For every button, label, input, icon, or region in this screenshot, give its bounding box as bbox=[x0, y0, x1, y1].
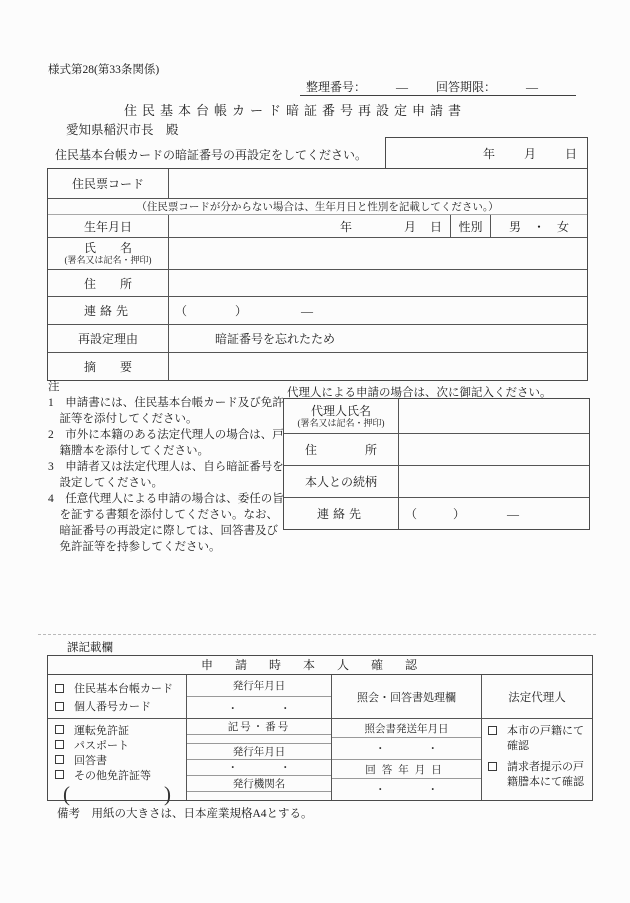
table-row bbox=[48, 352, 587, 380]
table-row bbox=[284, 497, 589, 529]
check-label: パスポート bbox=[74, 739, 129, 752]
applicant-table bbox=[47, 168, 588, 381]
birth-date-label: 生年月日 bbox=[48, 215, 169, 237]
note-item: 4 任意代理人による申請の場合は、委任の旨を証する書類を添付してください。なお、暗証番号の再設定に際しては、回答書及び免許証等を持参してください。 bbox=[48, 493, 284, 553]
table-row bbox=[48, 169, 587, 198]
table-row bbox=[48, 324, 587, 352]
agent-contact-field[interactable]: （ ） — bbox=[405, 507, 520, 521]
issue-info-column bbox=[187, 675, 332, 800]
date-day-label: 日 bbox=[564, 146, 577, 161]
reply-date-field[interactable]: ・ ・ bbox=[375, 785, 438, 796]
checkbox-icon[interactable] bbox=[55, 740, 64, 749]
remark-note: 備考 用紙の大きさは、日本産業規格A4とする。 bbox=[57, 808, 313, 820]
check-label: 個人番号カード bbox=[74, 701, 151, 713]
agent-name-sub-label: (署名又は記名・押印) bbox=[297, 417, 385, 428]
table-row bbox=[48, 269, 587, 296]
ref-line bbox=[300, 78, 576, 96]
agent-relation-field[interactable] bbox=[399, 466, 589, 497]
note-item: 2 市外に本籍のある法定代理人の場合は、戸籍謄本を添付してください。 bbox=[48, 429, 284, 457]
other-license-field[interactable] bbox=[48, 782, 186, 807]
birth-day-label: 日 bbox=[429, 219, 442, 234]
table-row bbox=[284, 465, 589, 497]
check-juki-card[interactable] bbox=[48, 679, 186, 697]
office-section-label: 課記載欄 bbox=[67, 642, 113, 654]
note-item: 1 申請書には、住民基本台帳カード及び免許証等を添付してください。 bbox=[48, 397, 284, 425]
paren-close: ) bbox=[164, 782, 171, 806]
birth-month-label: 月 bbox=[403, 219, 416, 234]
resident-code-hint: （住民票コードが分からない場合は、生年月日と性別を記載してください。） bbox=[136, 202, 499, 213]
agent-table bbox=[283, 398, 590, 530]
inquiry-sent-date-label: 照会書発送年月日 bbox=[332, 719, 481, 738]
check-passport[interactable] bbox=[48, 737, 186, 752]
checkbox-icon[interactable] bbox=[55, 725, 64, 734]
symbol-number-field[interactable] bbox=[187, 735, 331, 744]
agent-heading: 代理人による申請の場合は、次に御記入ください。 bbox=[287, 387, 552, 399]
symbol-number-label: 記号・番号 bbox=[187, 719, 331, 735]
check-city-registry[interactable] bbox=[488, 724, 588, 753]
agent-address-field[interactable] bbox=[399, 434, 589, 465]
check-label: 運転免許証 bbox=[74, 724, 129, 737]
reply-deadline-value: — bbox=[526, 80, 539, 94]
table-row bbox=[284, 433, 589, 465]
checkbox-icon[interactable] bbox=[55, 684, 64, 693]
check-label: その他免許証等 bbox=[74, 769, 151, 782]
inquiry-process-header: 照会・回答書処理欄 bbox=[332, 675, 481, 719]
check-label: 本市の戸籍にて確認 bbox=[507, 725, 584, 752]
note-item: 3 申請者又は法定代理人は、自ら暗証番号を設定してください。 bbox=[48, 461, 284, 489]
issue-date-field[interactable]: ・ ・ bbox=[187, 760, 331, 776]
birth-year-label: 年 bbox=[339, 219, 352, 234]
reason-label: 再設定理由 bbox=[48, 325, 169, 352]
issue-date-label: 発行年月日 bbox=[187, 744, 331, 760]
check-label: 回答書 bbox=[74, 754, 107, 767]
resident-code-field[interactable] bbox=[169, 169, 587, 198]
check-reply-document[interactable] bbox=[48, 752, 186, 767]
check-mynumber-card[interactable] bbox=[48, 697, 186, 715]
inquiry-column bbox=[332, 675, 482, 800]
id-doc-column bbox=[48, 675, 187, 806]
check-label: 住民基本台帳カード bbox=[74, 683, 173, 695]
agent-contact-label: 連絡先 bbox=[284, 498, 399, 529]
checkbox-icon[interactable] bbox=[55, 702, 64, 711]
application-date-field[interactable] bbox=[385, 137, 588, 169]
check-drivers-license[interactable] bbox=[48, 722, 186, 737]
checkbox-icon[interactable] bbox=[55, 770, 64, 779]
paren-open: ( bbox=[63, 782, 70, 806]
check-other-license[interactable] bbox=[48, 767, 186, 782]
reply-deadline-label: 回答期限： bbox=[436, 80, 497, 94]
date-year-label: 年 bbox=[482, 146, 495, 161]
table-row bbox=[48, 198, 587, 214]
date-month-label: 月 bbox=[523, 146, 536, 161]
office-table bbox=[47, 655, 593, 806]
agent-name-field[interactable] bbox=[399, 399, 589, 433]
table-row bbox=[48, 237, 587, 269]
check-applicant-registry[interactable] bbox=[488, 760, 588, 789]
checkbox-icon[interactable] bbox=[55, 755, 64, 764]
ref-number-label: 整理番号： bbox=[306, 80, 367, 94]
name-sub-label: (署名又は記名・押印) bbox=[64, 255, 152, 265]
office-table-title: 申請時本人確認 bbox=[48, 656, 592, 675]
agent-address-label: 住 所 bbox=[284, 434, 399, 465]
sex-options: 男 ・ 女 bbox=[508, 219, 569, 234]
checkbox-icon[interactable] bbox=[488, 762, 497, 771]
notes-heading: 注 bbox=[48, 381, 60, 393]
legal-agent-column bbox=[482, 675, 592, 800]
reply-date-label: 回答年月日 bbox=[332, 760, 481, 779]
summary-label: 摘 要 bbox=[48, 353, 169, 380]
form-code-label: 様式第28(第33条関係) bbox=[48, 64, 160, 76]
address-label: 住 所 bbox=[48, 270, 169, 296]
checkbox-icon[interactable] bbox=[488, 726, 497, 735]
address-field[interactable] bbox=[169, 270, 587, 296]
perforation-line bbox=[38, 634, 596, 635]
table-row bbox=[48, 214, 587, 237]
reason-value: 暗証番号を忘れたため bbox=[215, 332, 336, 346]
summary-field[interactable] bbox=[169, 353, 587, 380]
contact-label: 連絡先 bbox=[48, 297, 169, 324]
inquiry-sent-date-field[interactable]: ・ ・ bbox=[332, 738, 481, 760]
table-row bbox=[284, 399, 589, 433]
ref-number-value: — bbox=[396, 80, 409, 94]
check-label: 請求者提示の戸籍謄本にて確認 bbox=[507, 761, 584, 788]
legal-agent-header: 法定代理人 bbox=[482, 675, 592, 719]
page-title: 住民基本台帳カード暗証番号再設定申請書 bbox=[123, 103, 466, 118]
issuer-name-field[interactable] bbox=[187, 792, 331, 800]
issue-date-label-top: 発行年月日 bbox=[187, 675, 331, 697]
table-row bbox=[48, 296, 587, 324]
issue-date-field-top[interactable]: ・ ・ bbox=[227, 703, 291, 715]
contact-field[interactable]: （ ） — bbox=[175, 304, 314, 318]
name-label: 氏 名 bbox=[83, 241, 132, 255]
name-field[interactable] bbox=[169, 238, 587, 269]
issuer-name-label: 発行機関名 bbox=[187, 776, 331, 792]
request-text: 住民基本台帳カードの暗証番号の再設定をしてください。 bbox=[55, 148, 368, 162]
resident-code-label: 住民票コード bbox=[48, 169, 169, 198]
agent-relation-label: 本人との続柄 bbox=[284, 466, 399, 497]
agent-name-label: 代理人氏名 bbox=[310, 403, 371, 418]
sex-label: 性別 bbox=[450, 215, 491, 237]
notes-block bbox=[48, 379, 288, 555]
birth-date-field[interactable] bbox=[169, 215, 450, 237]
addressee: 愛知県稲沢市長 殿 bbox=[66, 123, 179, 137]
